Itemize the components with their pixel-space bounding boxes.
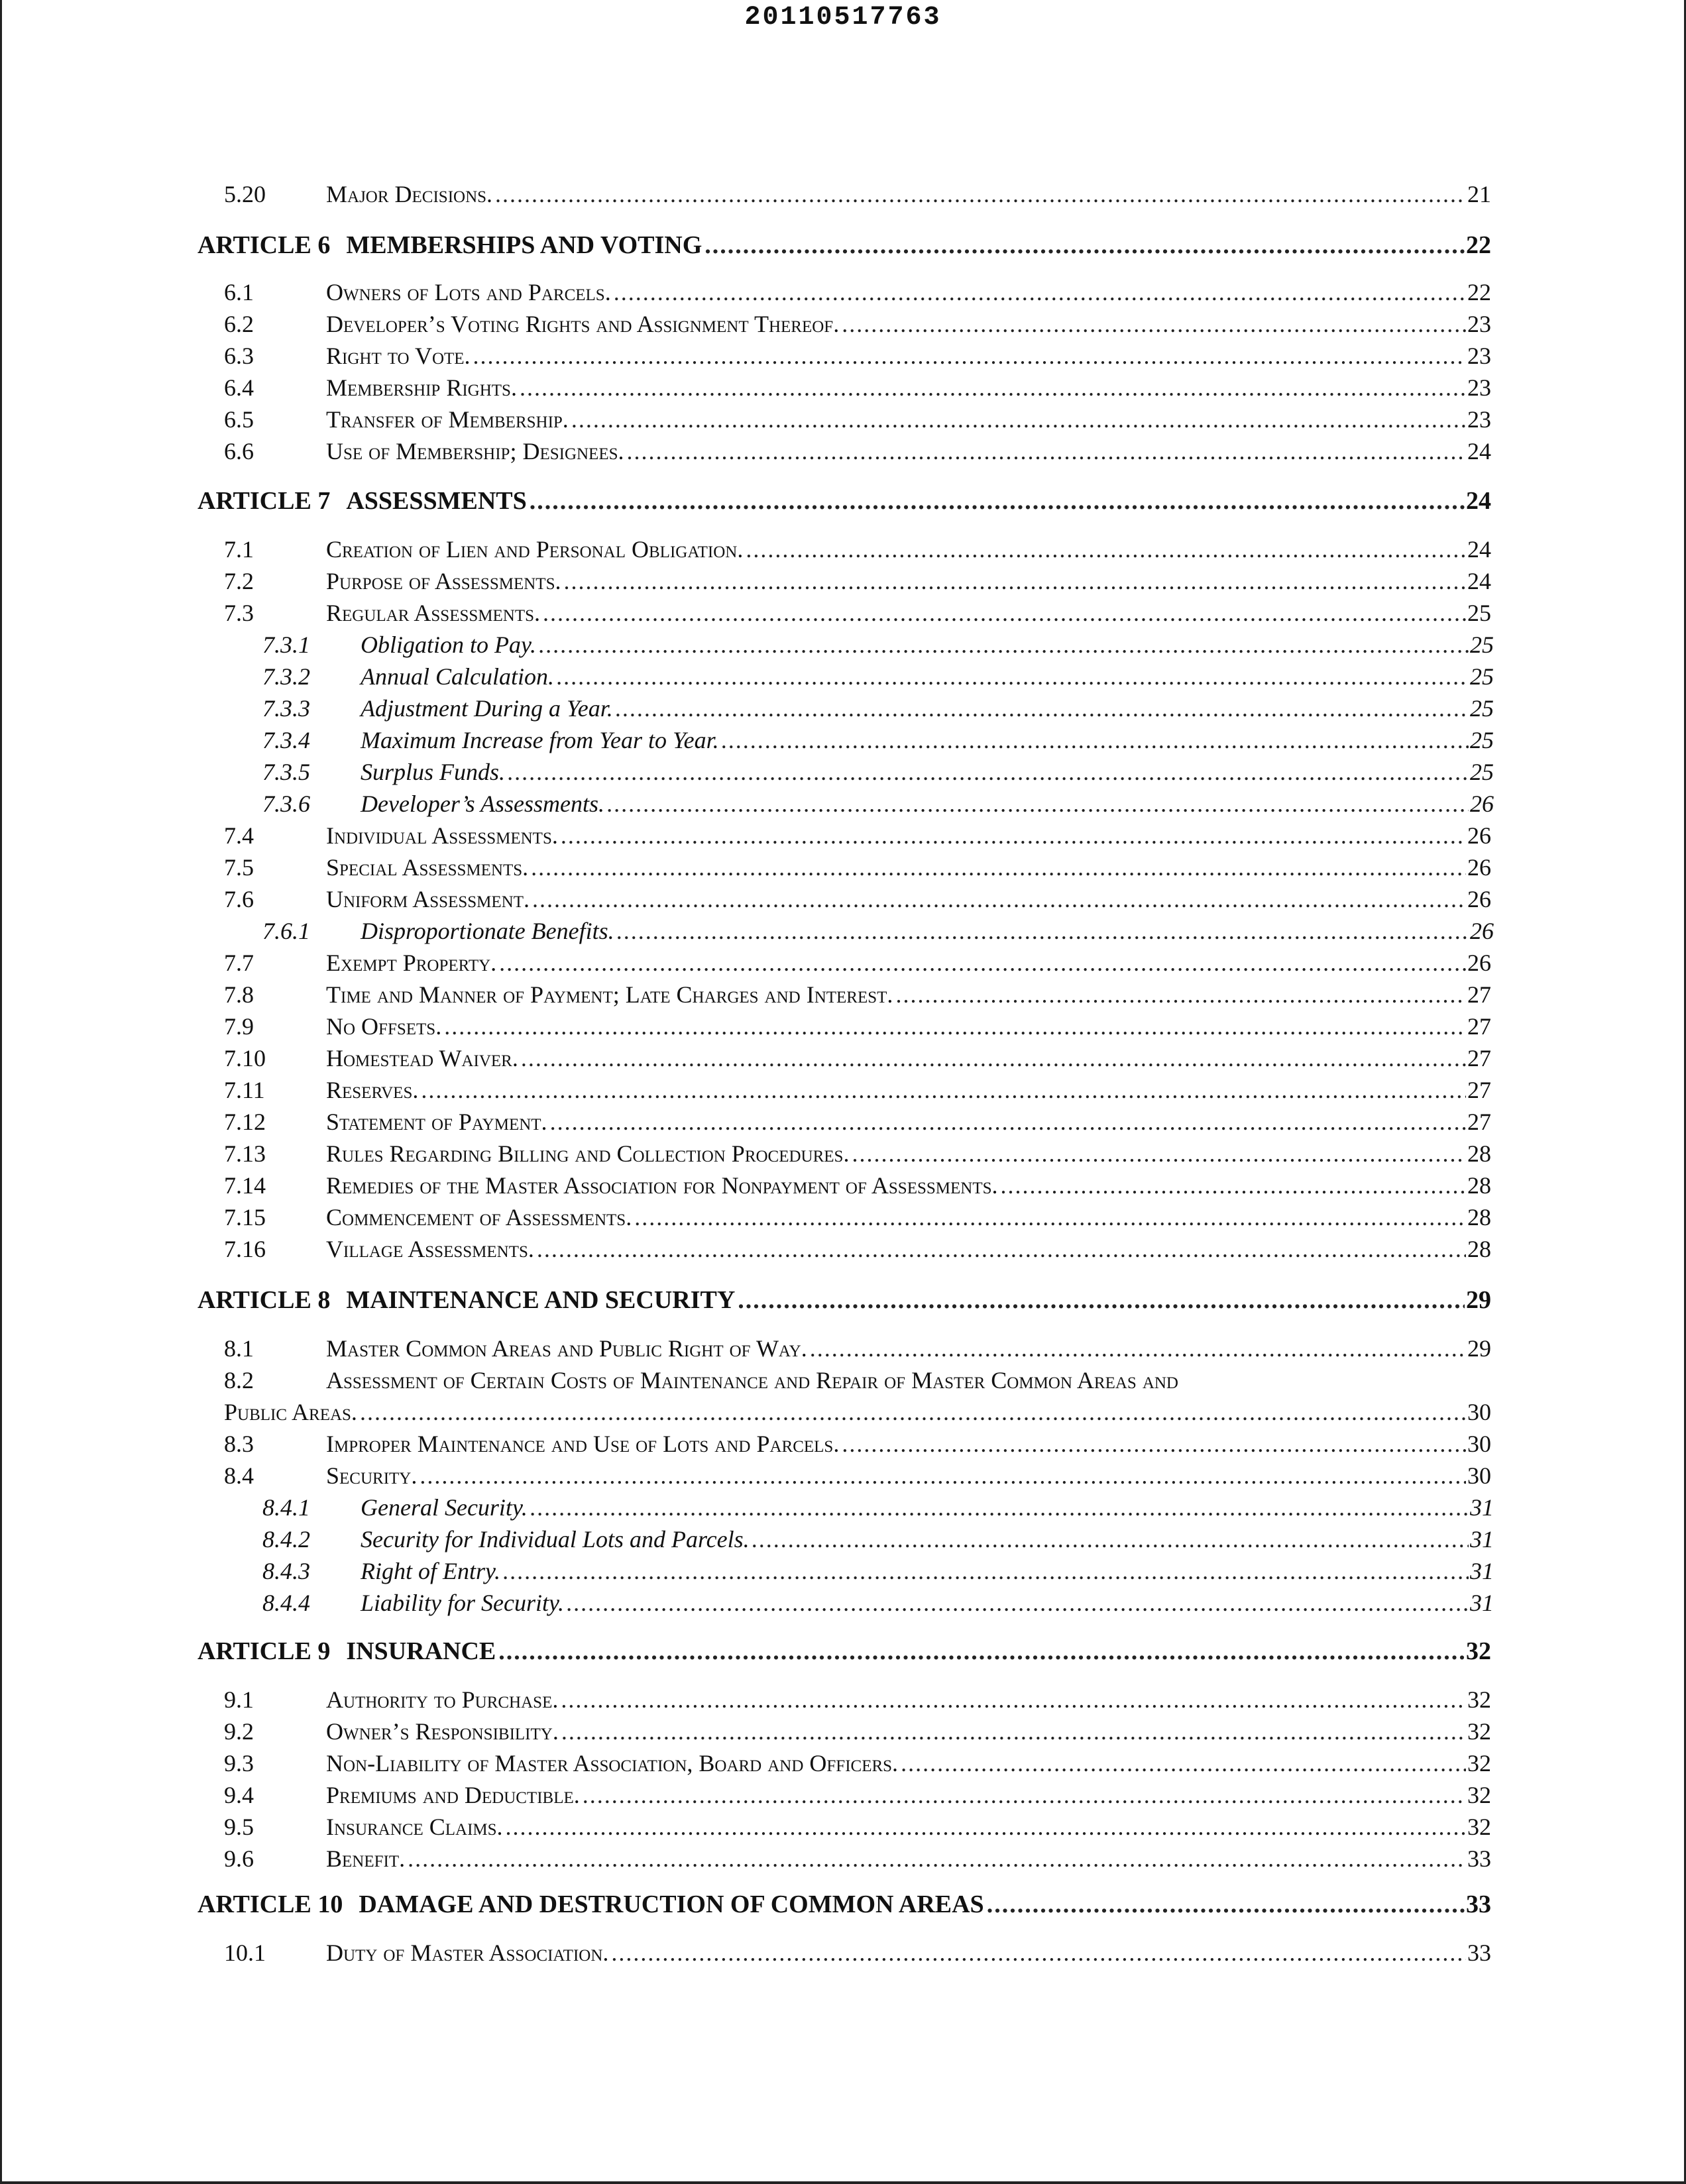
dot-leader [607,790,1469,818]
dot-leader [752,1525,1469,1553]
dot-leader [561,1686,1466,1714]
dot-leader [408,1845,1466,1873]
toc-entry-6-6 [224,437,1491,465]
toc-entry-page: 23 [1467,406,1491,433]
dot-leader [583,1781,1466,1809]
toc-entry-page: 25 [1470,663,1494,690]
dot-leader [495,180,1466,208]
dot-leader [421,1076,1466,1104]
toc-entry-title: Special Assessments. [326,854,529,881]
toc-entry-9-1 [224,1686,1491,1714]
toc-entry-page: 24 [1467,536,1491,563]
toc-entry-9-6 [224,1845,1491,1873]
toc-entry-title: Security. [326,1462,418,1489]
dot-leader [520,374,1466,402]
toc-entry-number: 8.1 [224,1335,254,1362]
toc-entry-number: 7.9 [224,1013,254,1040]
article-page: 32 [1466,1637,1491,1665]
toc-entry-title: Disproportionate Benefits. [361,918,614,944]
dot-leader [627,437,1466,465]
dot-leader [537,1235,1466,1263]
toc-article-8 [197,1285,1491,1315]
toc-entry-title: Authority to Purchase. [326,1686,559,1713]
dot-leader [530,486,1465,516]
toc-entry-page: 27 [1467,1077,1491,1103]
toc-entry-7-10 [224,1044,1491,1072]
toc-entry-7-16 [224,1235,1491,1263]
toc-entry-page: 26 [1467,886,1491,912]
toc-entry-number: 7.5 [224,854,254,881]
toc-entry-7-3-4 [262,726,1494,754]
toc-entry-page: 31 [1470,1590,1494,1616]
toc-entry-8-4 [224,1462,1491,1490]
toc-entry-7-11 [224,1076,1491,1104]
toc-entry-page: 30 [1467,1399,1491,1425]
dot-leader [567,1589,1469,1617]
toc-entry-page: 22 [1467,279,1491,305]
toc-entry-title: Homestead Waiver. [326,1045,518,1071]
dot-leader [473,342,1466,370]
toc-entry-title: Owner’s Responsibility. [326,1718,559,1745]
toc-entry-page: 27 [1467,1109,1491,1135]
toc-entry-7-12 [224,1108,1491,1136]
toc-entry-number: 7.8 [224,981,254,1008]
toc-entry-number: 8.4.3 [262,1558,310,1584]
toc-entry-page: 25 [1470,631,1494,658]
article-number: ARTICLE 8 [197,1286,331,1314]
toc-entry-number: 7.13 [224,1140,266,1167]
toc-entry-7-3-3 [262,694,1494,722]
dot-leader [617,917,1469,945]
toc-entry-number: 6.4 [224,374,254,401]
article-title: MEMBERSHIPS AND VOTING [346,231,702,259]
toc-entry-number: 8.4.2 [262,1526,310,1553]
toc-entry-page: 30 [1467,1431,1491,1457]
article-page: 29 [1466,1286,1491,1314]
toc-entry-number: 7.3.3 [262,695,310,722]
dot-leader [722,726,1469,754]
dot-leader [704,231,1465,260]
dot-leader [506,1813,1466,1841]
dot-leader [738,1285,1465,1315]
toc-entry-7-2 [224,567,1491,595]
toc-entry-7-5 [224,853,1491,881]
dot-leader [895,981,1466,1009]
toc-entry-title: Village Assessments. [326,1236,534,1262]
dot-leader [444,1012,1466,1040]
toc-entry-number: 6.5 [224,406,254,433]
toc-entry-number: 6.1 [224,279,254,305]
dot-leader [842,1430,1466,1458]
toc-entry-page: 32 [1467,1782,1491,1808]
dot-leader [561,822,1466,849]
toc-entry-6-3 [224,342,1491,370]
toc-entry-8-1 [224,1335,1491,1362]
article-title: DAMAGE AND DESTRUCTION OF COMMON AREAS [359,1890,984,1918]
toc-entry-page: 31 [1470,1526,1494,1553]
toc-entry-number: 7.15 [224,1204,266,1230]
toc-entry-7-3 [224,599,1491,627]
toc-entry-title: Reserves. [326,1077,419,1103]
toc-entry-title: Surplus Funds. [361,759,506,785]
article-page: 33 [1466,1890,1491,1918]
toc-entry-7-3-1 [262,631,1494,659]
toc-entry-page: 23 [1467,374,1491,401]
toc-entry-7-15 [224,1203,1491,1231]
dot-leader [530,1494,1469,1521]
toc-entry-number: 7.4 [224,822,254,849]
toc-entry-page: 27 [1467,1013,1491,1040]
toc-entry-number: 7.6.1 [262,918,310,944]
toc-entry-page: 21 [1467,181,1491,207]
toc-entry-page: 33 [1467,1845,1491,1872]
toc-entry-number: 8.3 [224,1431,254,1457]
toc-entry-title: Membership Rights. [326,374,517,401]
toc-entry-title: Premiums and Deductible. [326,1782,580,1808]
toc-entry-title: Exempt Property. [326,950,497,976]
dot-leader [360,1398,1466,1426]
toc-entry-title: Right of Entry. [361,1558,500,1584]
toc-entry-number: 7.10 [224,1045,266,1071]
toc-entry-number: 7.3.4 [262,727,310,753]
toc-entry-title: General Security. [361,1494,528,1521]
toc-entry-page: 28 [1467,1140,1491,1167]
toc-entry-page: 25 [1467,600,1491,626]
toc-entry-page: 28 [1467,1236,1491,1262]
toc-entry-number: 7.1 [224,536,254,563]
toc-entry-title: Annual Calculation. [361,663,554,690]
toc-entry-number: 7.3.5 [262,759,310,785]
document-number: 20110517763 [744,3,942,32]
article-number: ARTICLE 10 [197,1890,343,1918]
toc-entry-number: 8.2 [224,1367,254,1393]
dot-leader [550,1108,1466,1136]
toc-entry-6-1 [224,278,1491,306]
toc-entry-title: Developer’s Voting Rights and Assignment Thereof. [326,311,840,337]
dot-leader [499,949,1466,977]
article-number: ARTICLE 7 [197,487,331,515]
toc-entry-title: Regular Assessments. [326,600,541,626]
toc-entry-page: 32 [1467,1814,1491,1840]
dot-leader [521,1044,1466,1072]
toc-entry-7-7 [224,949,1491,977]
toc-entry-number: 7.12 [224,1109,266,1135]
toc-entry-7-9 [224,1012,1491,1040]
dot-leader [634,1203,1466,1231]
toc-entry-5-20 [224,180,1491,208]
toc-entry-title: Benefit. [326,1845,406,1872]
toc-entry-page: 25 [1470,695,1494,722]
toc-entry-number: 10.1 [224,1939,266,1966]
toc-entry-page: 23 [1467,343,1491,369]
toc-entry-7-8 [224,981,1491,1009]
toc-entry-title: Duty of Master Association. [326,1939,609,1966]
toc-entry-7-13 [224,1140,1491,1168]
toc-entry-number: 5.20 [224,181,266,207]
toc-entry-number: 7.2 [224,568,254,594]
toc-entry-page: 32 [1467,1718,1491,1745]
toc-entry-title-continued: Public Areas. [224,1399,357,1425]
toc-entry-number: 6.2 [224,311,254,337]
toc-entry-title: Liability for Security. [361,1590,564,1616]
toc-entry-number: 8.4.4 [262,1590,310,1616]
toc-entry-title: Individual Assessments. [326,822,558,849]
dot-leader [539,631,1469,659]
toc-entry-page: 25 [1470,727,1494,753]
toc-entry-page: 24 [1467,568,1491,594]
toc-entry-7-3-6 [262,790,1494,818]
toc-entry-page: 31 [1470,1558,1494,1584]
dot-leader [532,885,1466,913]
toc-entry-page: 28 [1467,1172,1491,1199]
toc-entry-7-3-2 [262,663,1494,690]
article-page: 24 [1466,487,1491,515]
toc-entry-title: Improper Maintenance and Use of Lots and Parcels. [326,1431,840,1457]
toc-entry-page: 26 [1470,791,1494,817]
dot-leader [508,758,1469,786]
toc-entry-number: 9.3 [224,1750,254,1776]
toc-entry-page: 27 [1467,1045,1491,1071]
toc-entry-9-5 [224,1813,1491,1841]
dot-leader [420,1462,1466,1490]
dot-leader [563,567,1466,595]
dot-leader [616,694,1469,722]
dot-leader [611,1939,1466,1967]
toc-article-10 [197,1890,1491,1919]
toc-entry-page: 31 [1470,1494,1494,1521]
toc-entry-title: Owners of Lots and Parcels. [326,279,611,305]
toc-entry-7-14 [224,1172,1491,1199]
toc-entry-title: Rules Regarding Billing and Collection Procedures. [326,1140,850,1167]
toc-entry-page: 32 [1467,1686,1491,1713]
toc-entry-page: 26 [1467,950,1491,976]
article-number: ARTICLE 9 [197,1637,331,1665]
toc-entry-number: 7.7 [224,950,254,976]
article-page: 22 [1466,231,1491,259]
toc-entry-page: 32 [1467,1750,1491,1776]
toc-entry-title: Commencement of Assessments. [326,1204,632,1230]
toc-entry-number: 7.14 [224,1172,266,1199]
toc-entry-number: 9.1 [224,1686,254,1713]
article-title: ASSESSMENTS [346,487,527,515]
dot-leader [852,1140,1466,1168]
toc-entry-title: Transfer of Membership. [326,406,569,433]
toc-entry-8-2-line1 [224,1366,1178,1394]
toc-entry-number: 9.4 [224,1782,254,1808]
toc-entry-number: 7.6 [224,886,254,912]
toc-entry-number: 7.3 [224,600,254,626]
toc-entry-title: Purpose of Assessments. [326,568,561,594]
dot-leader [614,278,1466,306]
toc-entry-number: 9.2 [224,1718,254,1745]
toc-entry-title: Obligation to Pay. [361,631,536,658]
toc-entry-number: 6.6 [224,438,254,464]
toc-entry-title: Master Common Areas and Public Right of Way. [326,1335,807,1362]
article-number: ARTICLE 6 [197,231,331,259]
article-title: MAINTENANCE AND SECURITY [346,1286,736,1314]
toc-article-9 [197,1637,1491,1666]
toc-entry-8-4-1 [262,1494,1494,1521]
dot-leader [842,310,1466,338]
toc-entry-title: Insurance Claims. [326,1814,503,1840]
toc-entry-6-2 [224,310,1491,338]
toc-entry-9-2 [224,1718,1491,1745]
toc-entry-title: Creation of Lien and Personal Obligation. [326,536,744,563]
toc-entry-7-4 [224,822,1491,849]
dot-leader [561,1718,1466,1745]
toc-entry-page: 28 [1467,1204,1491,1230]
toc-entry-8-4-4 [262,1589,1494,1617]
toc-entry-number: 7.11 [224,1077,265,1103]
toc-entry-8-4-3 [262,1557,1494,1585]
toc-entry-6-5 [224,406,1491,433]
toc-entry-7-1 [224,535,1491,563]
toc-entry-title: No Offsets. [326,1013,442,1040]
toc-entry-title: Major Decisions. [326,181,493,207]
dot-leader [1001,1172,1466,1199]
toc-entry-number: 8.4 [224,1462,254,1489]
toc-entry-number: 7.16 [224,1236,266,1262]
toc-entry-title: Maximum Increase from Year to Year. [361,727,719,753]
toc-entry-page: 30 [1467,1462,1491,1489]
toc-entry-8-2-line2 [224,1398,1491,1426]
toc-entry-7-6-1 [262,917,1494,945]
toc-entry-page: 26 [1467,854,1491,881]
toc-entry-page: 29 [1467,1335,1491,1362]
dot-leader [571,406,1466,433]
toc-entry-title: Use of Membership; Designees. [326,438,624,464]
toc-entry-8-4-2 [262,1525,1494,1553]
toc-entry-page: 23 [1467,311,1491,337]
dot-leader [987,1890,1465,1919]
toc-entry-title: Non-Liability of Master Association, Board and Officers. [326,1750,899,1776]
toc-entry-title: Uniform Assessment. [326,886,530,912]
dot-leader [503,1557,1469,1585]
toc-entry-number: 7.3.6 [262,791,310,817]
toc-entry-7-3-5 [262,758,1494,786]
dot-leader [901,1749,1466,1777]
toc-entry-title: Time and Manner of Payment; Late Charges and Interest. [326,981,893,1008]
dot-leader [810,1335,1466,1362]
toc-entry-9-3 [224,1749,1491,1777]
toc-entry-10-1 [224,1939,1491,1967]
toc-entry-page: 24 [1467,438,1491,464]
toc-entry-6-4 [224,374,1491,402]
toc-entry-7-6 [224,885,1491,913]
toc-entry-number: 7.3.2 [262,663,310,690]
dot-leader [498,1637,1465,1666]
toc-entry-number: 9.5 [224,1814,254,1840]
toc-entry-title: Assessment of Certain Costs of Maintenance and Repair of Master Common Areas and [326,1367,1178,1393]
toc-entry-number: 7.3.1 [262,631,310,658]
toc-entry-page: 25 [1470,759,1494,785]
toc-entry-title: Remedies of the Master Association for Nonpayment of Assessments. [326,1172,998,1199]
toc-entry-9-4 [224,1781,1491,1809]
toc-article-7 [197,486,1491,516]
toc-entry-title: Right to Vote. [326,343,471,369]
toc-entry-title: Developer’s Assessments. [361,791,604,817]
toc-entry-title: Security for Individual Lots and Parcels. [361,1526,750,1553]
dot-leader [557,663,1469,690]
toc-entry-page: 26 [1470,918,1494,944]
dot-leader [531,853,1466,881]
toc-entry-8-3 [224,1430,1491,1458]
toc-entry-title: Statement of Payment. [326,1109,547,1135]
toc-entry-title: Adjustment During a Year. [361,695,613,722]
dot-leader [543,599,1466,627]
toc-entry-page: 27 [1467,981,1491,1008]
article-title: INSURANCE [346,1637,496,1665]
toc-article-6 [197,231,1491,260]
toc-entry-number: 9.6 [224,1845,254,1872]
toc-entry-number: 6.3 [224,343,254,369]
toc-entry-page: 26 [1467,822,1491,849]
toc-entry-page: 33 [1467,1939,1491,1966]
toc-entry-number: 8.4.1 [262,1494,310,1521]
dot-leader [746,535,1466,563]
